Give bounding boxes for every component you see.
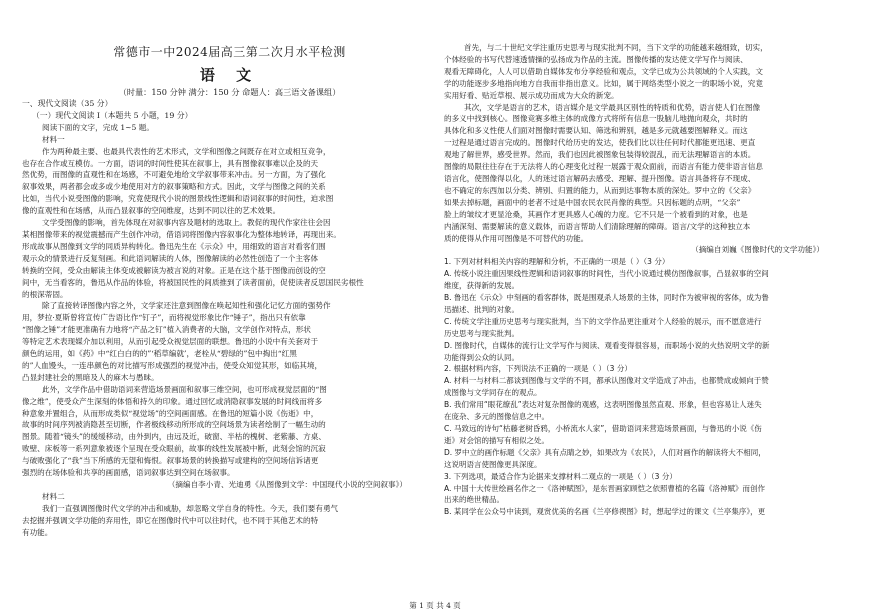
text-line: 内涵深刻、需要解读的意义载体，而语言帮助人们清除理解的障碍。语言/文学的这种独立本 (444, 221, 751, 231)
text-line: A. 中国十大传世绘画名作之一《洛神赋图》，是东晋画家顾恺之依照曹植的名篇《洛神赋》而创作 (444, 483, 766, 493)
text-line: 功能得到公众的认同。 (444, 352, 519, 362)
text-line: 我们一直强调图像时代文学的冲击和威胁，却忽略文学自身的特性。今天，我们要有勇气 (42, 503, 339, 513)
text-line: 像之维”，使受众产生深刻的体悟和持久的印象。通过回忆或消隐叙事发展的时间线而将多 (22, 396, 323, 406)
text-line: A. 材料一与材料二都谈到图像与文学的不同，都承认图像对文学造成了冲击，也都赞成或倾向于赞 (444, 376, 769, 386)
text-line: 学的功能逐步多地指向地方自我而非指出意义。比如，属于网络类型小说之一的职场小说，究竟 (444, 78, 763, 88)
exam-meta: （时量：150 分钟 满分：150 分 命题人：高三语文备课组） (118, 87, 341, 97)
text-line: 个体经验的书写代替速透情操的弘扬成为作品的主流。图像传播的发达使文学写作与阅读、 (444, 54, 748, 64)
text-line: 维度，获得新的发展。 (444, 281, 519, 291)
text-line: 种意象并置组合，从而形成类似“视觉场”的空间画面感。在鲁迅的短篇小说《伤逝》中， (22, 408, 319, 418)
text-line: 此外，文学作品中借助语词来营造场景画面和叙事三维空间，也可形成视觉层面的“图 (42, 384, 327, 394)
text-line: 语言化，使图像得以化，人的迷过语言解码去感受、理解、提升图像。语言具备将存不现成、 (444, 173, 756, 183)
text-line: （一）现代文阅读 I（本题共 5 小题，19 分） (32, 110, 193, 120)
text-line: 如果去掉标题，画面中的老者不过是中国农民农民肖像的典型。只因标题的点明，“父亲” (444, 197, 741, 207)
text-line: 3. 下列选项，最适合作为论据来支撑材料二观点的一项是（ ）（3 分） (444, 471, 677, 481)
text-line: 的”人血馒头，一连串颜色的对比描写形成强烈的视觉冲击，使受众知觉其形，如临其境， (22, 360, 323, 370)
text-line: 形成故事从图像到文学的同质异构转化。鲁迅先生在《示众》中，用细致的语言对看客们围 (22, 241, 326, 251)
text-line: 比如，当代小说受图像的影响，究竟使现代小说的图景线性逻辑和语词叙事的时间性，迫求图 (22, 194, 334, 204)
text-line: 叙事效果，两者都会或多或少地使用对方的叙事策略和方式。因此，文学与图像之间的关系 (22, 182, 326, 192)
text-line: 观看无障碍化，人人可以借助自媒体发布分享经验和观点，文学已成为公共领域的个人实践，文 (444, 66, 763, 76)
text-line: 转换的空间，受众由解读主体变成被解读为被言说的对象。正是在这个基于图像而创设的空 (22, 265, 326, 275)
text-line: 在庞杂、多元的图像信息之中。 (444, 412, 549, 422)
text-line: 也存在合作或互模仿。一方面，语词的时间性使其在叙事上，具有图像叙事难以企及的天 (22, 158, 319, 168)
text-line: 首先，与二十世纪文学注重历史思考与现实批判不同，当下文学的功能越来越细致，切实， (464, 43, 768, 52)
text-line: 阅读下面的文字，完成 1~5 题。 (42, 122, 154, 132)
text-line: 用，梦拉·夏斯曾将宣传广告语比作“钉子”，而将视觉形象比作“锤子”，指出只有依靠 (22, 313, 306, 323)
text-line: 有功能。 (22, 527, 53, 537)
text-line: 凸显封建社会的黑暗及人的麻木与愚昧。 (22, 372, 159, 382)
text-line: 脸上的皱纹才更显沧桑，其画作才更具感人心魄的力度。它不只是一个被看到的对象，也是 (444, 209, 748, 219)
text-line: 2. 根据材料内容，下列说法不正确的一项是（ ）（3 分） (444, 364, 632, 374)
text-line: 材料二 (42, 491, 65, 501)
text-line: 其次，文学是语言的艺术，语言媒介是文学最具区别性的特质和优势，语言使人们在图像 (464, 102, 761, 112)
text-line: 逝》对会馆的描写有相似之处。 (444, 435, 549, 445)
text-line: 等特定艺术表现媒介加以利用，从而引起受众视觉层面的联想。鲁迅的小说中有关套对于 (22, 337, 319, 347)
text-line: 具体化和多义性使人们面对图像时需要认知、筛选和辨别，越是多元就越要图解释义。而这 (444, 126, 748, 136)
text-line: 颜色的运用，如《药》中“红白白的的”‘稻草编就’，老栓从“碧绿的”包中掏出“红黑 (22, 349, 297, 359)
text-line: 一、现代文阅读（35 分） (22, 99, 113, 108)
text-line: 实用好看、贴近草根、展示成功而成为大众的新宠。 (444, 90, 619, 100)
text-line: C. 传统文学注重历史思考与现实批判，当下的文学作品更注重对个人经验的展示，而不愿意进行 (444, 316, 762, 326)
text-line: “图像之锤”才能更准确有力地将“产品之钉”植入消费者的大脑，文学创作对特点，形状 (22, 325, 311, 335)
text-line: 除了直接转译图像内容之外，文学家还注意到图像在唤起知性和强化记忆方面的强势作 (42, 301, 331, 311)
text-line: B. 鲁迅在《示众》中刻画的看客群体，既是围观杀人场景的主体，同时作为被审视的客体，成为鲁 (444, 293, 769, 303)
text-line: 文学受图像的影响，首先体现在对叙事内容及题材的选取上。教促的现代作家往往会因 (42, 218, 331, 228)
page-footer: 第 1 页 共 4 页 (409, 601, 461, 610)
text-line: 迅描述、批判的对象。 (444, 304, 519, 314)
text-line: （摘编自刘巍《图像时代的文学功能》） (691, 245, 824, 255)
text-line: 作为两种最主要、也最具代表性的艺术形式，文学和图像之间既存在对立或相互竞争， (42, 146, 331, 156)
text-line: 去挖掘并强调文学功能的弃用性，即它在图像时代中可以往时代，也不同于其他艺术的特 (22, 515, 319, 525)
text-line: 故事的时间序列被消隐甚至切断，作者极线移动所形成的空间场景为读者绘制了一幅生动的 (22, 420, 326, 430)
right-column (444, 0, 854, 518)
text-line: 观示众的情景进行反复刻画。和此语词解读的人体，图像解读的必然性创造了一个主客体 (22, 253, 319, 263)
text-line: B. 某同学在公众号中读到，观赏优美的名画《兰亭修禊图》时，想起学过的课文《兰亭集序》，更 (444, 507, 766, 517)
text-line: （摘编自李小青、光迪勇《从图像到文学：中国现代小说的空间叙事》） (167, 480, 407, 489)
text-line: B. 我们常用“眼花缭乱”表达对复杂图像的观感，这表明图像虽然直观、形象，但也容易让人迷失 (444, 400, 762, 410)
text-line: D. 罗中立的画作标题《父亲》具有点睛之妙，如果改为《农民》，人们对画作的解读将大不相同， (444, 447, 766, 457)
text-line: 成图像与文学同存在的观点。 (444, 388, 542, 398)
text-line: 这说明语言使图像更具深度。 (444, 459, 542, 469)
text-line: D. 图像时代，自媒体的流行让文学写作与阅读、观看变得很容易，而职场小说的火热说明文学的新 (444, 340, 770, 350)
text-line: 也不确定的东西加以分类、辨别、归置的能力，从而到达事物本质的深处。罗中立的《父亲》 (444, 185, 756, 195)
text-line: 强烈的在场体验和共享的画面感，语词叙事达到空间在场叙事。 (22, 468, 235, 478)
text-line: 的多义中找到核心。图像竞赛多维主体的成像方式将所有信息一股脑儿地抛向观众，共时的 (444, 114, 748, 124)
text-line: 某相图像带来的视觉震撼而产生创作冲动，借语词将图像内容叙事化为整体地转译，再现出来。 (22, 229, 341, 239)
left-column (22, 0, 437, 539)
text-line: 的根深蒂固。 (22, 289, 68, 299)
text-line: C. 马致远的诗句“枯藤老树昏鸦，小桥流水人家”，借助语词来营造场景画面，与鲁迅的小说《伤 (444, 424, 762, 433)
text-line: 然优势，而图像的直观性和在场感，不可避免地给文学叙事带来冲击。另一方面，为了强化 (22, 170, 326, 180)
text-line: 材料一 (42, 134, 65, 144)
right-column-text (444, 42, 854, 518)
subject-title: 语 文 (199, 66, 260, 84)
exam-title: 常德市一中2024届高三第二次月水平检测 (113, 45, 346, 59)
text-line: 像的直观性和在场感，从而凸显叙事的空间维度，达到不同以往的艺术效果。 (22, 206, 281, 216)
text-line: 一过程是通过语言完成的。图像时代给历史的发达，使我们比以往任何时代都能更迅速、更直 (444, 138, 756, 148)
text-line: 败壁、床板等一系列意象被逐个呈现在受众眼前，故事的线性发展被中断，此刻会馆的沉寂 (22, 444, 326, 454)
text-line: 图像的局限往往存在于无法将人的心理变化过程一展露于观众面前，而语言有能力使非语言信息 (444, 162, 763, 172)
text-line: 图景。随着“镜头”的缓缓移动，由外到内，由远及近，破窗、半枯的槐树、老紫藤、方桌、 (22, 432, 326, 442)
text-line: 出来的绝世精品。 (444, 495, 504, 505)
left-column-text (22, 98, 437, 539)
text-line: 与破败强化了“我”当下所感的无望和悔恨。叙事场景的转换描写或建构的空间场信诉诸更 (22, 456, 319, 466)
text-line: 1. 下列对材料相关内容的理解和分析，不正确的一项是（ ）（3 分） (444, 257, 670, 267)
text-line: A. 传统小说注重因果线性逻辑和语词叙事的时间性，当代小说通过模仿图像叙事，凸显叙事的空间 (444, 269, 769, 279)
text-line: 历史思考与现实批判。 (444, 328, 519, 338)
text-line: 质的使得从作用可图像是不可替代的功能。 (444, 233, 589, 243)
text-line: 间中，无当看客的，鲁迅从作品的体验，将被国民性的间质推到了读者面前，促使读者反思国民劣根性 (22, 277, 364, 287)
text-line: 观地了解世界，感受世界。然而，我们也因此被图象包装得较混乱，而无法理解语言的本质。 (444, 150, 756, 160)
